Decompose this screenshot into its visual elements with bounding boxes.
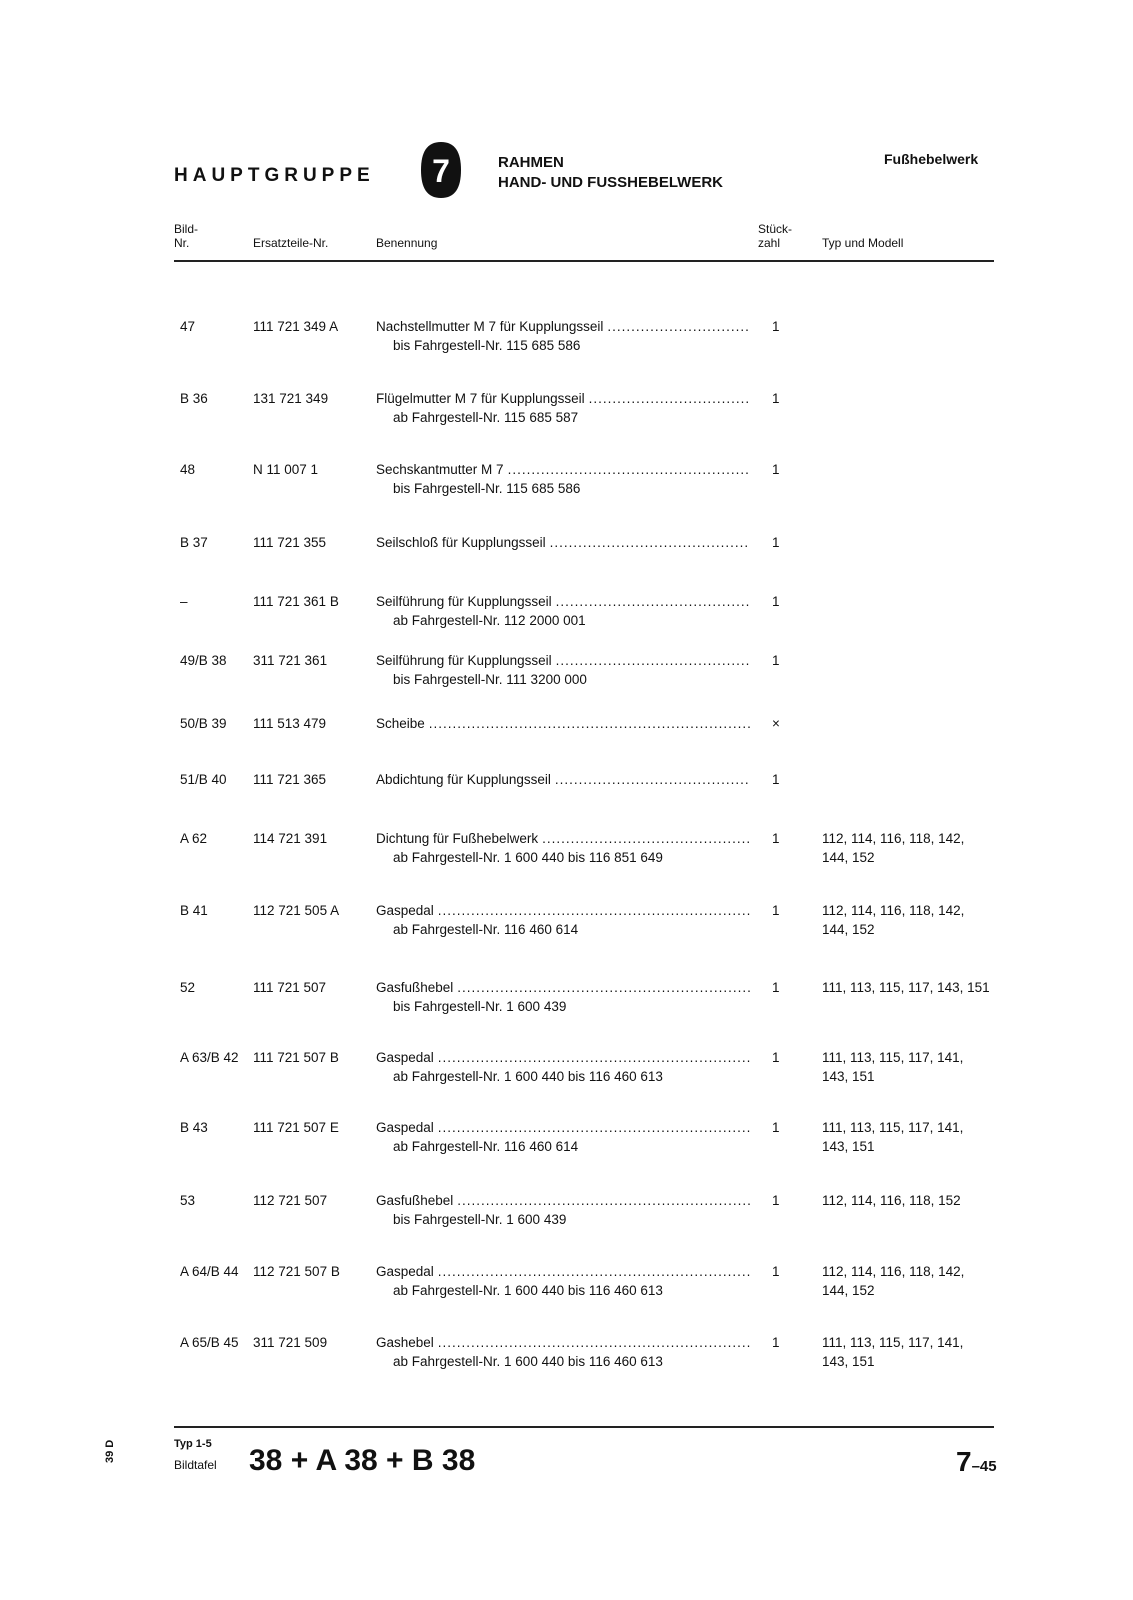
group-label: HAUPTGRUPPE: [174, 165, 375, 186]
col-ersatzteil-header: Ersatzteile-Nr.: [253, 236, 329, 250]
benennung-line: [376, 651, 750, 670]
ersatzteil-nr: 111 721 365: [253, 772, 327, 787]
bild-nr: –: [180, 594, 188, 609]
dot-leader: [542, 829, 750, 848]
benennung-line: [376, 901, 750, 920]
part-detail: ab Fahrgestell-Nr. 116 460 614: [393, 1139, 579, 1154]
bild-nr: B 36: [180, 391, 208, 406]
stueckzahl: 1: [772, 653, 780, 668]
col-stueck-line1: Stück-: [758, 222, 793, 236]
bild-nr: A 65/B 45: [180, 1335, 239, 1350]
col-bild-header: [174, 222, 198, 250]
stueckzahl: ×: [772, 716, 780, 731]
typ-modell: 112, 114, 116, 118, 142, 144, 152: [822, 831, 965, 865]
dot-leader: [438, 1048, 750, 1067]
part-name: Sechskantmutter M 7: [376, 462, 504, 477]
bild-nr: 51/B 40: [180, 772, 227, 787]
ersatzteil-nr: 311 721 509: [253, 1335, 328, 1350]
stueckzahl: 1: [772, 831, 780, 846]
page-number-main: 7: [956, 1446, 972, 1477]
group-number-badge: [419, 140, 463, 200]
dot-leader: [438, 901, 750, 920]
benennung: [376, 651, 750, 689]
typ-modell: 112, 114, 116, 118, 152: [822, 1193, 961, 1208]
bild-nr: 52: [180, 980, 196, 995]
bild-nr: B 37: [180, 535, 208, 550]
part-detail: bis Fahrgestell-Nr. 1 600 439: [393, 1212, 567, 1227]
bild-nr: A 63/B 42: [180, 1050, 239, 1065]
part-detail: bis Fahrgestell-Nr. 115 685 586: [393, 338, 581, 353]
ersatzteil-nr: 114 721 391: [253, 831, 328, 846]
stueckzahl: 1: [772, 903, 780, 918]
footer-divider: [174, 1426, 994, 1428]
part-detail: ab Fahrgestell-Nr. 1 600 440 bis 116 460 613: [393, 1283, 663, 1298]
benennung: [376, 533, 750, 552]
col-typ-header: Typ und Modell: [822, 236, 904, 250]
bild-nr: A 64/B 44: [180, 1264, 239, 1279]
benennung-line: [376, 460, 750, 479]
part-name: Gashebel: [376, 1335, 434, 1350]
dot-leader: [589, 389, 750, 408]
col-benennung-header: Benennung: [376, 236, 438, 250]
col-stueck-line2: zahl: [758, 236, 781, 250]
section-title: Fußhebelwerk: [884, 151, 979, 167]
stueckzahl: 1: [772, 980, 780, 995]
benennung-line: [376, 389, 750, 408]
bild-nr: 48: [180, 462, 196, 477]
benennung-line: [376, 1048, 750, 1067]
benennung: [376, 460, 750, 498]
part-detail: bis Fahrgestell-Nr. 111 3200 000: [393, 672, 587, 687]
part-detail: bis Fahrgestell-Nr. 1 600 439: [393, 999, 567, 1014]
badge-shape-icon: [419, 140, 463, 200]
benennung-line: [376, 317, 750, 336]
dot-leader: [438, 1262, 750, 1281]
stueckzahl: 1: [772, 1050, 780, 1065]
part-detail: ab Fahrgestell-Nr. 115 685 587: [393, 410, 579, 425]
ersatzteil-nr: 112 721 505 A: [253, 903, 340, 918]
part-name: Gaspedal: [376, 903, 434, 918]
bild-nr: A 62: [180, 831, 208, 846]
part-name: Seilführung für Kupplungsseil: [376, 653, 552, 668]
ersatzteil-nr: 311 721 361: [253, 653, 328, 668]
dot-leader: [438, 1333, 750, 1352]
typ-modell: 112, 114, 116, 118, 142, 144, 152: [822, 903, 965, 937]
part-name: Abdichtung für Kupplungsseil: [376, 772, 551, 787]
bild-nr: 47: [180, 319, 196, 334]
dot-leader: [508, 460, 750, 479]
part-name: Gasfußhebel: [376, 980, 454, 995]
bild-nr: 49/B 38: [180, 653, 227, 668]
ersatzteil-nr: 111 721 361 B: [253, 594, 339, 609]
stueckzahl: 1: [772, 319, 780, 334]
side-code: 39 D: [104, 1439, 116, 1463]
typ-modell: 111, 113, 115, 117, 143, 151: [822, 980, 990, 995]
col-bild-line1: Bild-: [174, 222, 199, 236]
part-detail: bis Fahrgestell-Nr. 115 685 586: [393, 481, 581, 496]
part-name: Gaspedal: [376, 1264, 434, 1279]
dot-leader: [607, 317, 750, 336]
page-number: [956, 1446, 997, 1478]
dot-leader: [550, 533, 750, 552]
benennung: [376, 1048, 750, 1086]
part-name: Gasfußhebel: [376, 1193, 454, 1208]
benennung: [376, 1118, 750, 1156]
benennung-line: [376, 533, 750, 552]
ersatzteil-nr: 111 513 479: [253, 716, 327, 731]
group-number: 7: [432, 153, 450, 189]
dot-leader: [429, 714, 750, 733]
bildtafel-numbers: 38 + A 38 + B 38: [249, 1444, 476, 1477]
benennung: [376, 901, 750, 939]
bild-nr: 53: [180, 1193, 196, 1208]
benennung: [376, 317, 750, 355]
part-detail: ab Fahrgestell-Nr. 116 460 614: [393, 922, 579, 937]
benennung: [376, 978, 750, 1016]
benennung: [376, 1191, 750, 1229]
ersatzteil-nr: N 11 007 1: [253, 462, 319, 477]
benennung-line: [376, 1191, 750, 1210]
part-detail: ab Fahrgestell-Nr. 112 2000 001: [393, 613, 586, 628]
benennung: [376, 829, 750, 867]
benennung: [376, 389, 750, 427]
benennung: [376, 1262, 750, 1300]
bild-nr: 50/B 39: [180, 716, 227, 731]
ersatzteil-nr: 111 721 507 E: [253, 1120, 339, 1135]
col-stueck-header: [758, 222, 792, 250]
page-number-sub: –45: [971, 1458, 997, 1475]
typ-modell: 111, 113, 115, 117, 141, 143, 151: [822, 1050, 964, 1084]
benennung-line: [376, 770, 750, 789]
part-detail: ab Fahrgestell-Nr. 1 600 440 bis 116 460 613: [393, 1069, 663, 1084]
dot-leader: [457, 1191, 750, 1210]
bild-nr: B 43: [180, 1120, 208, 1135]
typ-modell: 111, 113, 115, 117, 141, 143, 151: [822, 1120, 964, 1154]
bildtafel-label: Bildtafel: [174, 1458, 217, 1472]
header-title: [498, 153, 723, 193]
benennung-line: [376, 1333, 750, 1352]
dot-leader: [457, 978, 750, 997]
ersatzteil-nr: 112 721 507: [253, 1193, 328, 1208]
stueckzahl: 1: [772, 594, 780, 609]
part-name: Gaspedal: [376, 1120, 434, 1135]
benennung: [376, 1333, 750, 1371]
part-name: Scheibe: [376, 716, 425, 731]
bild-nr: B 41: [180, 903, 208, 918]
header-divider: [174, 260, 994, 262]
dot-leader: [438, 1118, 750, 1137]
benennung-line: [376, 978, 750, 997]
header-title-line2: HAND- UND FUSSHEBELWERK: [498, 174, 723, 191]
part-name: Gaspedal: [376, 1050, 434, 1065]
part-name: Flügelmutter M 7 für Kupplungsseil: [376, 391, 585, 406]
part-detail: ab Fahrgestell-Nr. 1 600 440 bis 116 851 649: [393, 850, 663, 865]
stueckzahl: 1: [772, 1120, 780, 1135]
stueckzahl: 1: [772, 391, 780, 406]
benennung: [376, 592, 750, 630]
typ-range: Typ 1-5: [174, 1438, 212, 1450]
dot-leader: [556, 651, 750, 670]
benennung-line: [376, 829, 750, 848]
dot-leader: [556, 592, 750, 611]
typ-modell: 111, 113, 115, 117, 141, 143, 151: [822, 1335, 964, 1369]
benennung-line: [376, 592, 750, 611]
part-name: Seilschloß für Kupplungsseil: [376, 535, 546, 550]
part-name: Dichtung für Fußhebelwerk: [376, 831, 539, 846]
stueckzahl: 1: [772, 462, 780, 477]
benennung-line: [376, 1262, 750, 1281]
part-name: Seilführung für Kupplungsseil: [376, 594, 552, 609]
stueckzahl: 1: [772, 1335, 780, 1350]
ersatzteil-nr: 111 721 355: [253, 535, 327, 550]
ersatzteil-nr: 112 721 507 B: [253, 1264, 340, 1279]
typ-modell: 112, 114, 116, 118, 142, 144, 152: [822, 1264, 965, 1298]
ersatzteil-nr: 111 721 507 B: [253, 1050, 339, 1065]
stueckzahl: 1: [772, 1264, 780, 1279]
benennung: [376, 714, 750, 733]
header-title-line1: RAHMEN: [498, 154, 564, 171]
part-name: Nachstellmutter M 7 für Kupplungsseil: [376, 319, 604, 334]
benennung: [376, 770, 750, 789]
ersatzteil-nr: 111 721 349 A: [253, 319, 339, 334]
stueckzahl: 1: [772, 1193, 780, 1208]
part-detail: ab Fahrgestell-Nr. 1 600 440 bis 116 460 613: [393, 1354, 663, 1369]
benennung-line: [376, 714, 750, 733]
dot-leader: [555, 770, 750, 789]
ersatzteil-nr: 131 721 349: [253, 391, 329, 406]
ersatzteil-nr: 111 721 507: [253, 980, 327, 995]
col-bild-line2: Nr.: [174, 236, 190, 250]
benennung-line: [376, 1118, 750, 1137]
stueckzahl: 1: [772, 772, 780, 787]
stueckzahl: 1: [772, 535, 780, 550]
